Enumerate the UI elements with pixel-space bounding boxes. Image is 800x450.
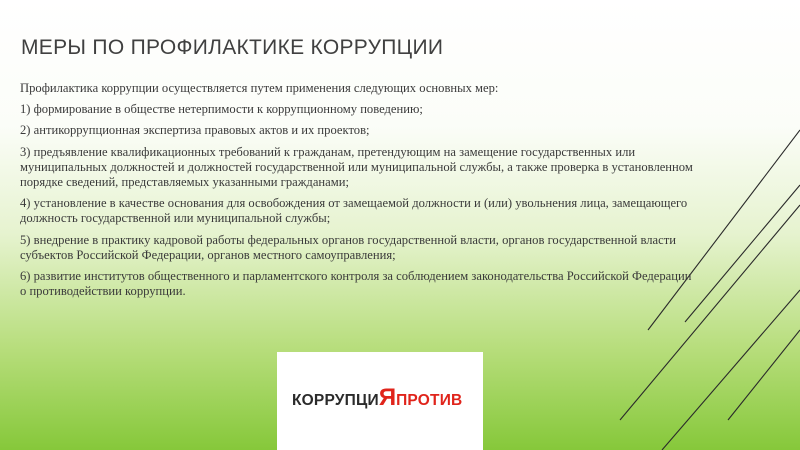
intro-paragraph: Профилактика коррупции осуществляется путем применения следующих основных мер: (20, 81, 499, 95)
slide-title: МЕРЫ ПО ПРОФИЛАКТИКЕ КОРРУПЦИИ (21, 36, 444, 59)
logo-text (292, 386, 462, 410)
measure-item-6: 6) развитие институтов общественного и парламентского контроля за соблюдением законодательства Российской Федерации о противодействии коррупции. (20, 269, 692, 299)
measure-item-1: 1) формирование в обществе нетерпимости к коррупционному поведению; (20, 102, 423, 117)
anticorruption-logo (277, 352, 483, 450)
deco-line-5 (728, 330, 800, 420)
logo-letter-ya: Я (378, 384, 397, 411)
measure-item-2: 2) антикоррупционная экспертиза правовых актов и их проектов; (20, 123, 370, 138)
measure-item-5: 5) внедрение в практику кадровой работы федеральных органов государственной власти, органов государственной власти субъектов Российской Федерации, органов местного самоуправления; (20, 232, 676, 262)
measure-item-3: 3) предъявление квалификационных требований к гражданам, претендующим на замещение государственных или муниципальных должностей и должностей государственной или муниципальной службы, а также проверка в установленном порядке сведений, представляемых указанными гражданами; (20, 144, 693, 190)
measure-item-4: 4) установление в качестве основания для освобождения от замещаемой должности и (или) увольнения лица, замещающего должность государственной или муниципальной службы; (20, 196, 688, 226)
deco-line-4 (662, 290, 800, 450)
logo-word-corruption: КОРРУПЦИ (292, 392, 379, 409)
slide-body (20, 81, 700, 305)
logo-word-against: ПРОТИВ (396, 392, 463, 409)
